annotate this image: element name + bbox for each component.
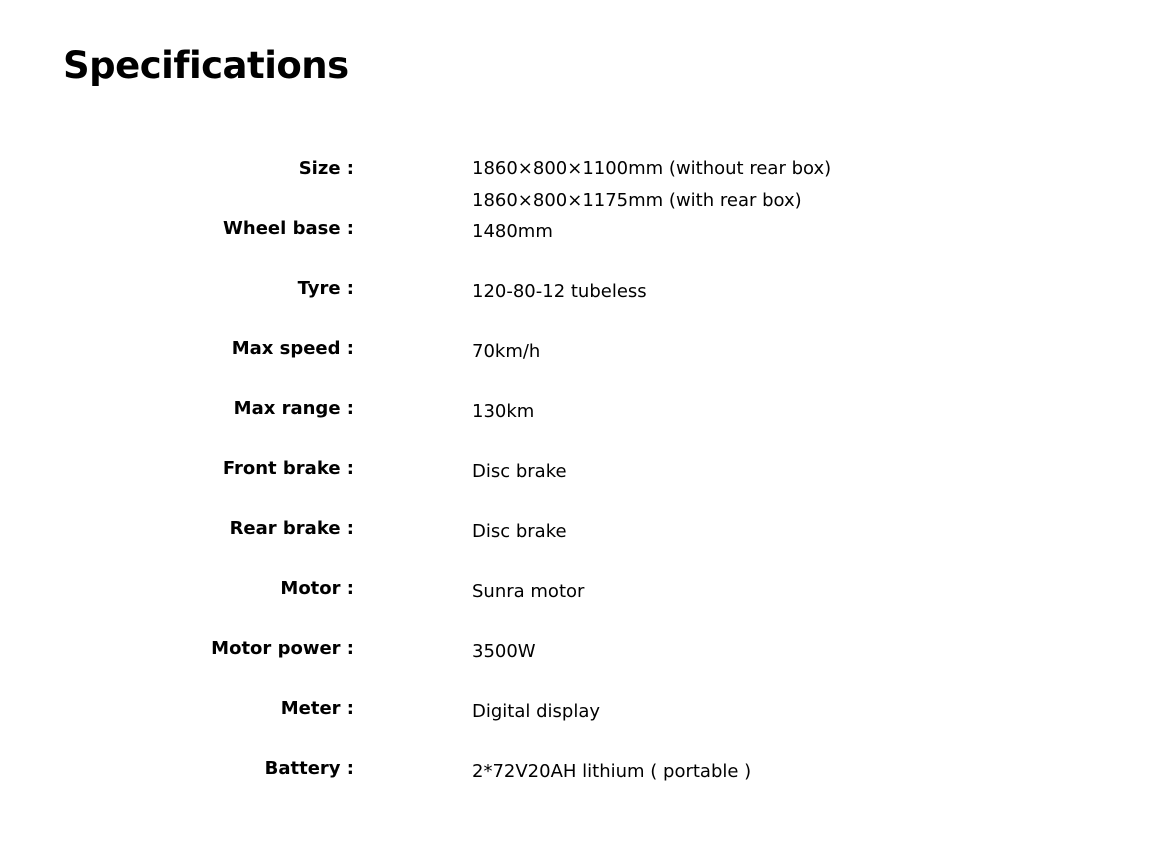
spec-label-motor: Motor : bbox=[280, 578, 354, 599]
spec-value-max-speed: 70km/h bbox=[472, 341, 541, 362]
spec-value-meter: Digital display bbox=[472, 701, 601, 722]
spec-label-max-range: Max range : bbox=[233, 398, 354, 419]
spec-label-battery: Battery : bbox=[264, 758, 354, 779]
spec-label-max-speed: Max speed : bbox=[231, 338, 354, 359]
spec-label-motor-power: Motor power : bbox=[211, 638, 354, 659]
spec-label-size: Size : bbox=[298, 158, 354, 179]
spec-label-rear-brake: Rear brake : bbox=[229, 518, 354, 539]
spec-value-battery: 2*72V20AH lithium ( portable ) bbox=[472, 761, 752, 782]
spec-label-tyre: Tyre : bbox=[297, 278, 354, 299]
spec-value-motor: Sunra motor bbox=[472, 581, 585, 602]
spec-value-max-range: 130km bbox=[472, 401, 535, 422]
spec-label-front-brake: Front brake : bbox=[222, 458, 354, 479]
spec-label-wheel-base: Wheel base : bbox=[223, 218, 354, 239]
spec-value-size-1: 1860×800×1100mm (without rear box) bbox=[472, 158, 832, 179]
spec-value-size-2: 1860×800×1175mm (with rear box) bbox=[472, 190, 802, 211]
spec-value-rear-brake: Disc brake bbox=[472, 521, 567, 542]
spec-value-front-brake: Disc brake bbox=[472, 461, 567, 482]
spec-value-motor-power: 3500W bbox=[472, 641, 536, 662]
spec-value-tyre: 120-80-12 tubeless bbox=[472, 281, 647, 302]
page-title: Specifications bbox=[63, 44, 349, 87]
spec-value-wheel-base: 1480mm bbox=[472, 221, 553, 242]
spec-label-meter: Meter : bbox=[280, 698, 354, 719]
